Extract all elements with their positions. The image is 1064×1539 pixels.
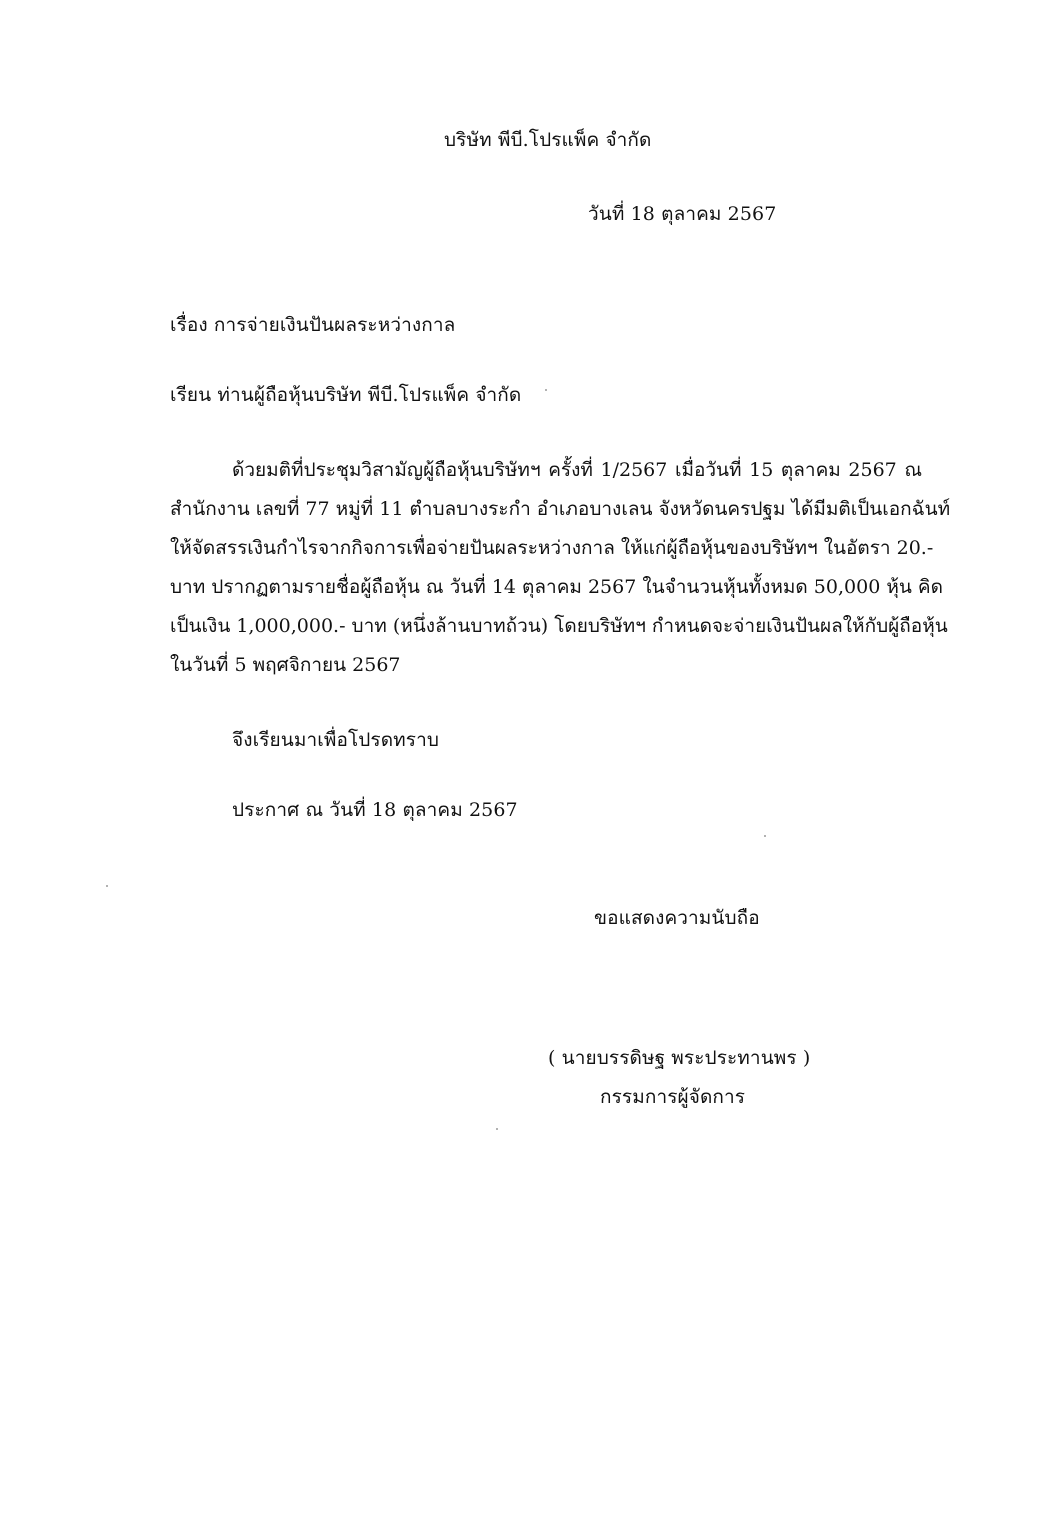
- announcement-date: ประกาศ ณ วันที่ 18 ตุลาคม 2567: [232, 799, 518, 821]
- scan-speck: [106, 885, 108, 887]
- body-line-6: ในวันที่ 5 พฤศจิกายน 2567: [170, 654, 401, 676]
- letter-date: วันที่ 18 ตุลาคม 2567: [588, 203, 777, 225]
- signatory-title: กรรมการผู้จัดการ: [600, 1086, 746, 1108]
- regards-text: ขอแสดงความนับถือ: [594, 907, 760, 929]
- scan-speck: [545, 389, 547, 391]
- closing-notice: จึงเรียนมาเพื่อโปรดทราบ: [232, 729, 440, 751]
- body-line-4: บาท ปรากฏตามรายชื่อผู้ถือหุ้น ณ วันที่ 14 ตุลาคม 2567 ในจำนวนหุ้นทั้งหมด 50,000 หุ้น คิด: [170, 576, 943, 598]
- scan-speck: [496, 1128, 498, 1130]
- body-line-1: ด้วยมติที่ประชุมวิสามัญผู้ถือหุ้นบริษัทฯ ครั้งที่ 1/2567 เมื่อวันที่ 15 ตุลาคม 2567 ณ: [232, 459, 922, 481]
- body-line-2: สำนักงาน เลขที่ 77 หมู่ที่ 11 ตำบลบางระกำ อำเภอบางเลน จังหวัดนครปฐม ได้มีมติเป็นเอกฉันท์: [170, 498, 951, 520]
- signatory-name: ( นายบรรดิษฐ พระประทานพร ): [548, 1047, 811, 1069]
- body-line-5: เป็นเงิน 1,000,000.- บาท (หนึ่งล้านบาทถ้วน) โดยบริษัทฯ กำหนดจะจ่ายเงินปันผลให้กับผู้ถือหุ้น: [170, 615, 948, 637]
- scan-speck: [764, 835, 766, 837]
- body-line-3: ให้จัดสรรเงินกำไรจากกิจการเพื่อจ่ายปันผลระหว่างกาล ให้แก่ผู้ถือหุ้นของบริษัทฯ ในอัตรา 20.-: [170, 537, 934, 559]
- letter-subject: เรื่อง การจ่ายเงินปันผลระหว่างกาล: [170, 314, 456, 336]
- letter-recipient: เรียน ท่านผู้ถือหุ้นบริษัท พีบี.โปรแพ็ค จำกัด: [170, 384, 522, 406]
- company-name-heading: บริษัท พีบี.โปรแพ็ค จำกัด: [444, 129, 652, 151]
